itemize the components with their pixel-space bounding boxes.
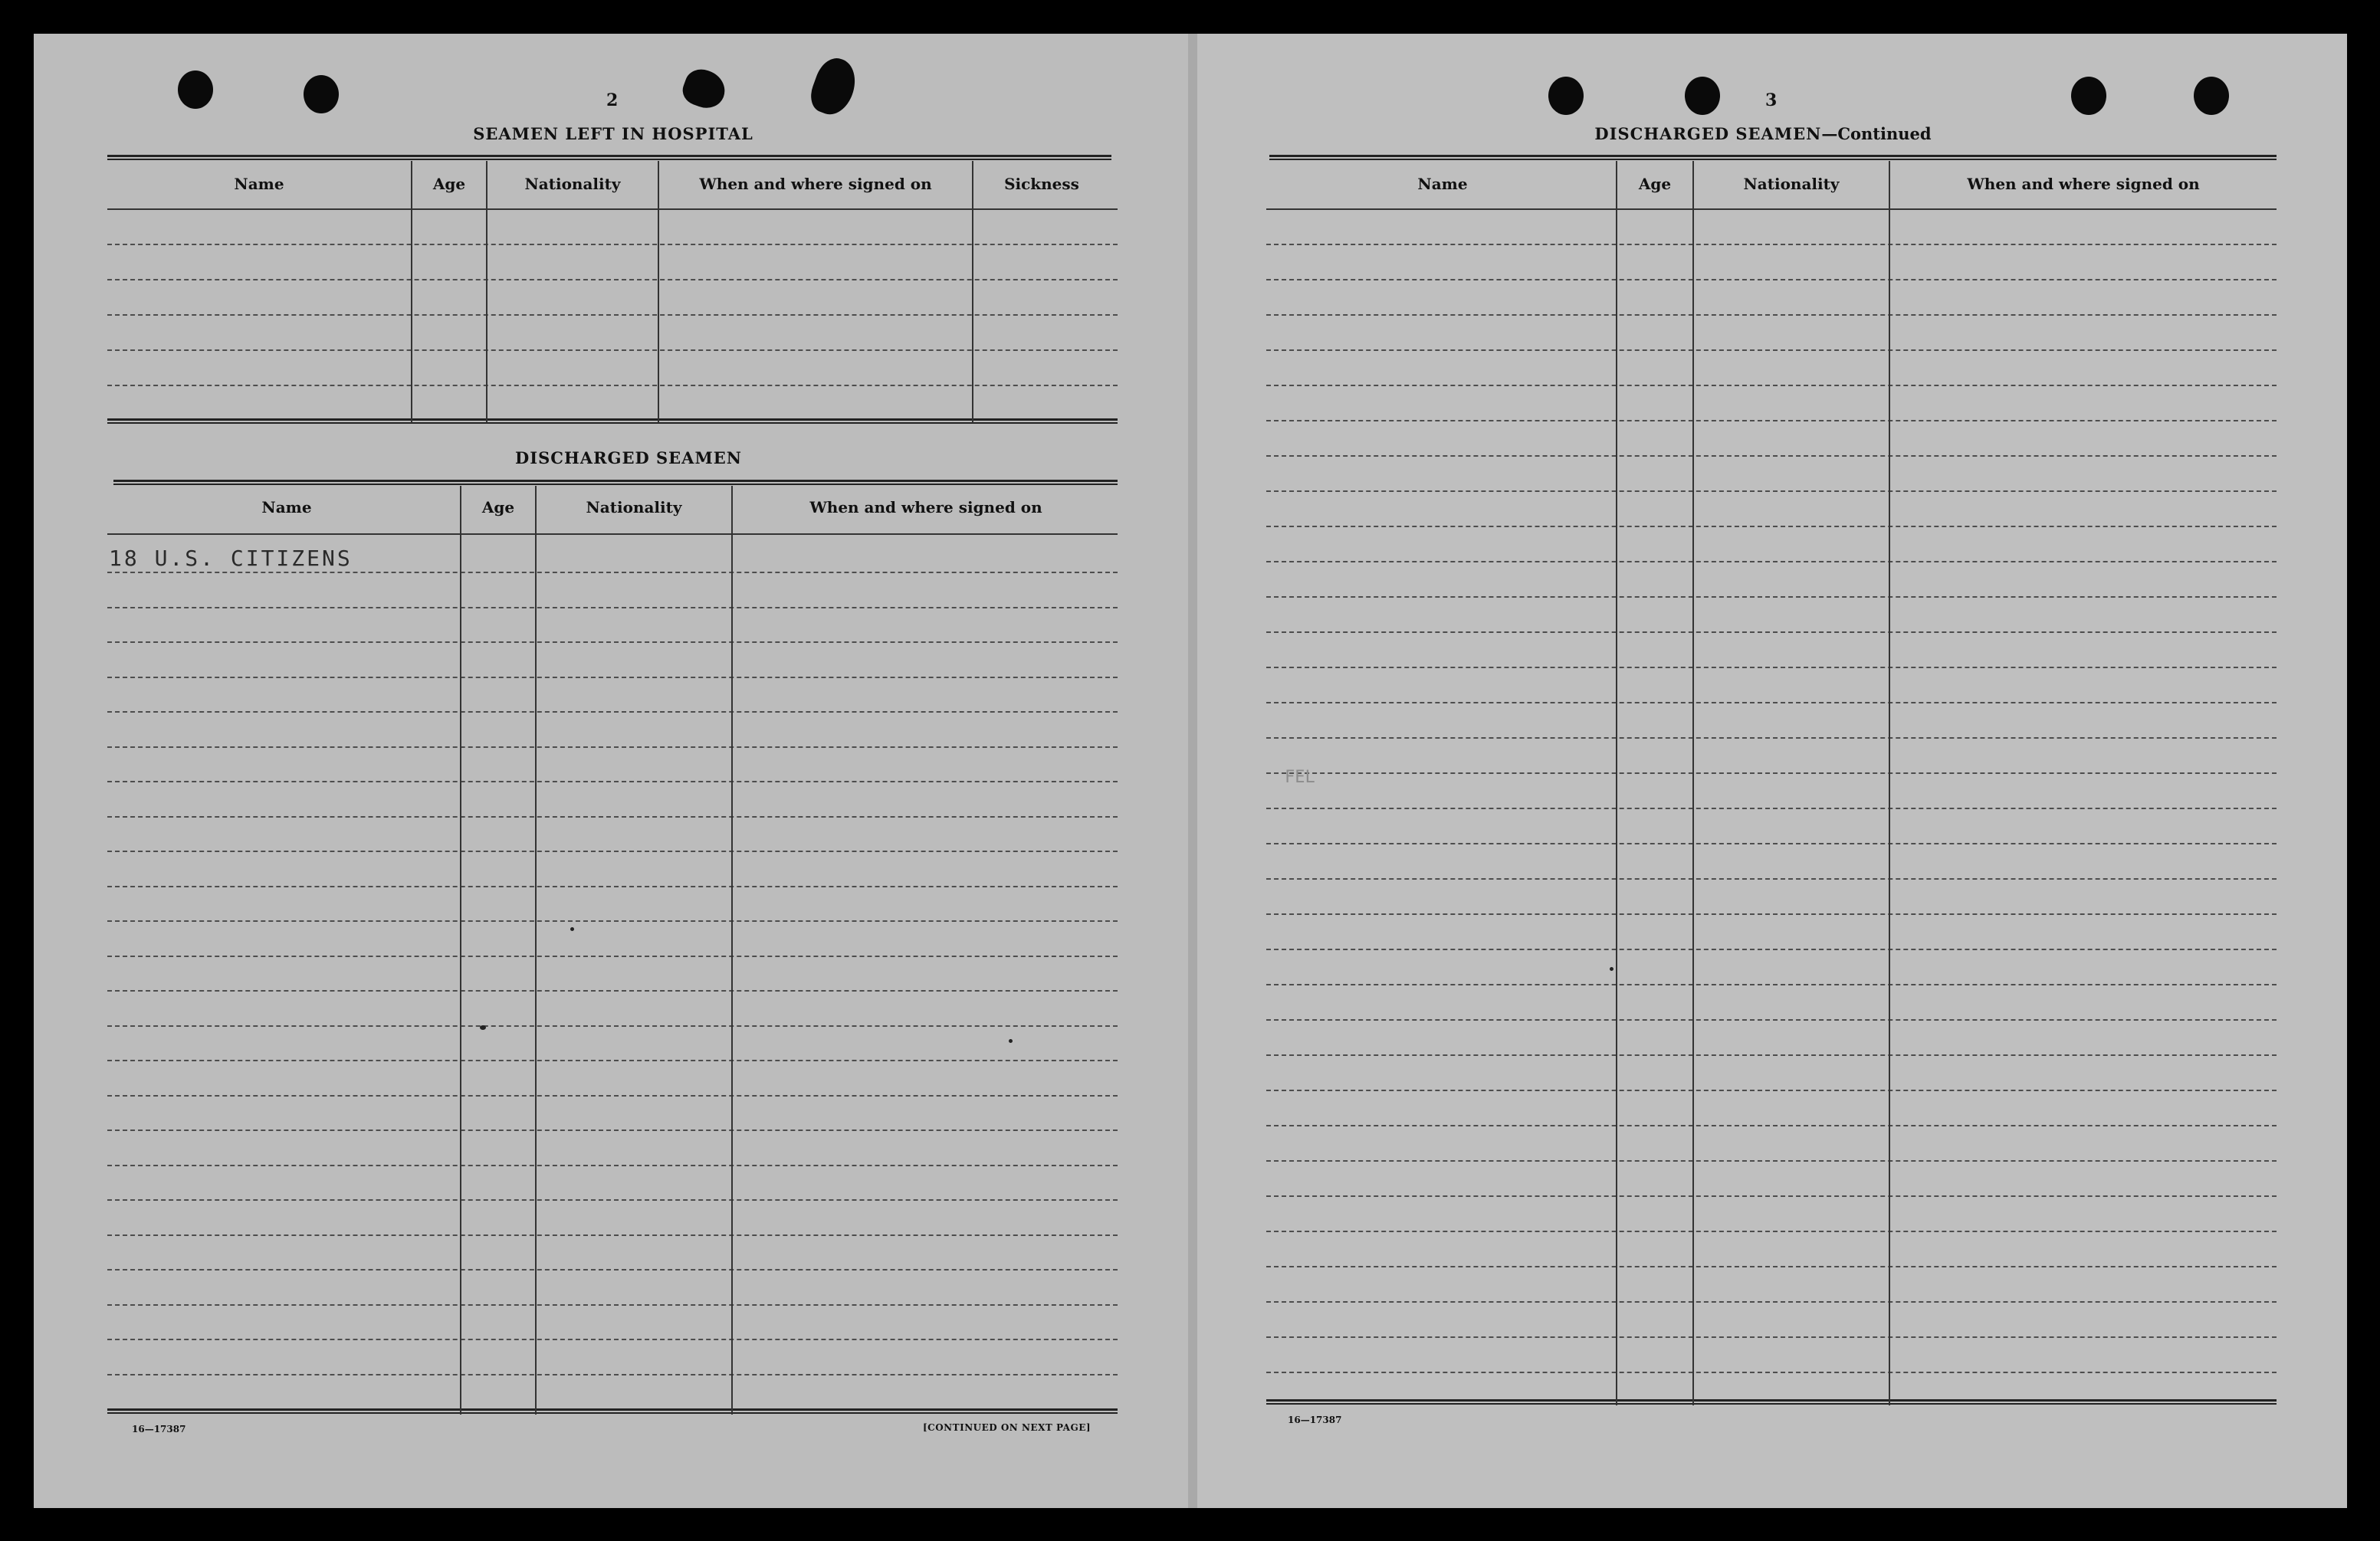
table-top-rule [1269,155,2277,160]
punch-hole [178,70,213,109]
row-line [107,781,1118,782]
row-line [1266,843,2277,844]
row-line [1266,1231,2277,1232]
header-rule [107,533,1118,535]
row-line [107,1060,1118,1061]
page-number: 2 [606,90,619,110]
table-bottom-rule [107,418,1118,424]
row-line [1266,772,2277,774]
column-header-age: Age [1638,175,1672,193]
row-line [1266,385,2277,386]
row-line [1266,314,2277,316]
ink-speck [1009,1039,1013,1043]
row-line [1266,808,2277,809]
punch-hole [2194,77,2229,115]
row-line [107,1025,1118,1027]
header-rule [107,208,1118,210]
table-bottom-rule [107,1408,1118,1414]
row-line [1266,279,2277,280]
table-top-rule [113,480,1118,485]
row-line [1266,1090,2277,1091]
row-line [107,314,1118,316]
row-line [107,1269,1118,1271]
header-rule [1266,208,2277,210]
row-line [1266,561,2277,562]
page-number: 3 [1765,90,1778,110]
column-header-age: Age [432,175,466,193]
row-line [107,1304,1118,1306]
column-divider [411,161,412,423]
row-line [1266,984,2277,985]
punch-hole [304,75,339,113]
row-line [1266,1125,2277,1126]
row-line [1266,1160,2277,1162]
row-line [107,1165,1118,1166]
row-line [107,279,1118,280]
section-title-discharged-continued [1564,124,1962,143]
row-line [1266,667,2277,668]
table-top-rule [107,155,1111,160]
row-line [107,956,1118,957]
row-line [107,746,1118,748]
row-line [107,1199,1118,1201]
row-line [1266,949,2277,950]
column-divider [1889,161,1890,1405]
row-line [107,244,1118,245]
column-divider [460,486,461,1415]
row-line [1266,349,2277,351]
column-divider [535,486,537,1415]
row-line [1266,737,2277,739]
row-line [107,677,1118,678]
table-bottom-rule [1266,1399,2277,1405]
row-line [107,1130,1118,1131]
form-number: 16—17387 [1288,1415,1342,1425]
row-line [107,572,1118,573]
row-line [1266,1195,2277,1197]
row-line [107,1374,1118,1375]
row-line [1266,913,2277,915]
row-line [1266,526,2277,527]
continued-note: [CONTINUED ON NEXT PAGE] [923,1422,1092,1433]
row-line [107,851,1118,852]
ink-speck [1610,967,1613,971]
typed-entry: 18 U.S. CITIZENS [109,546,353,571]
column-header-name: Name [261,498,312,516]
column-divider [972,161,973,423]
column-header-name: Name [1417,175,1468,193]
row-line [1266,1372,2277,1373]
punch-hole [1685,77,1720,115]
column-header-signed-on: When and where signed on [809,498,1042,516]
row-line [1266,596,2277,598]
section-title-suffix: —Continued [1821,124,1932,143]
left-page [34,34,1188,1508]
row-line [107,711,1118,713]
row-line [107,349,1118,351]
column-divider [658,161,659,423]
row-line [107,607,1118,608]
right-page [1197,34,2347,1508]
form-number: 16—17387 [132,1424,186,1434]
column-header-nationality: Nationality [586,498,682,516]
row-line [1266,1301,2277,1303]
column-divider [1692,161,1694,1405]
column-header-name: Name [234,175,284,193]
section-title-text: DISCHARGED SEAMEN [1594,124,1822,143]
column-divider [486,161,487,423]
row-line [1266,1266,2277,1267]
row-line [107,816,1118,818]
row-line [107,1095,1118,1097]
row-line [107,641,1118,643]
faint-text: FEL [1285,768,1315,787]
row-line [107,385,1118,386]
row-line [1266,1336,2277,1338]
ink-speck [570,927,574,931]
row-line [1266,631,2277,633]
row-line [1266,455,2277,457]
column-header-nationality: Nationality [1743,175,1840,193]
section-title-discharged: DISCHARGED SEAMEN [515,448,742,467]
section-title-hospital: SEAMEN LEFT IN HOSPITAL [473,124,753,143]
row-line [1266,244,2277,245]
row-line [107,1234,1118,1236]
row-line [107,920,1118,922]
row-line [1266,702,2277,703]
row-line [1266,1019,2277,1021]
punch-hole [1548,77,1584,115]
column-header-nationality: Nationality [524,175,621,193]
column-header-age: Age [481,498,515,516]
column-divider [731,486,733,1415]
row-line [1266,420,2277,421]
row-line [107,886,1118,887]
column-header-sickness: Sickness [1004,175,1079,193]
row-line [1266,490,2277,492]
row-line [107,1339,1118,1340]
column-header-signed-on: When and where signed on [699,175,932,193]
punch-hole [2071,77,2106,115]
column-header-signed-on: When and where signed on [1967,175,2200,193]
row-line [1266,878,2277,880]
row-line [1266,1054,2277,1056]
column-divider [1616,161,1617,1405]
page-fold [1188,34,1197,1508]
row-line [107,990,1118,992]
ink-speck [480,1025,486,1030]
